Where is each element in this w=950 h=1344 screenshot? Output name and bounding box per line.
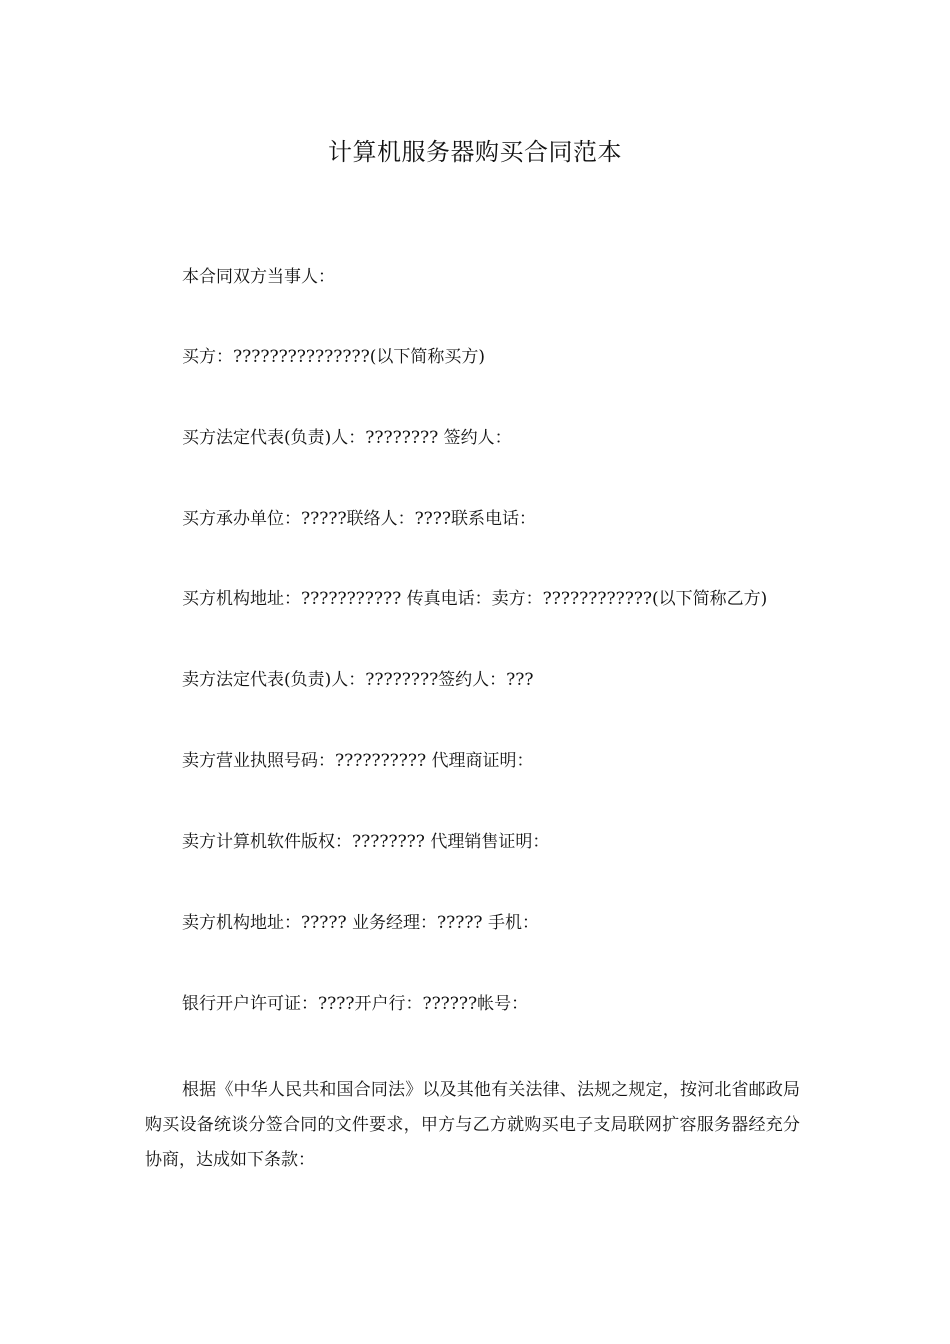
seller-address-line: 卖方机构地址：????? 业务经理：????? 手机： bbox=[182, 913, 539, 933]
buyer-unit-line: 买方承办单位：?????联络人：????联系电话： bbox=[182, 509, 537, 529]
document-title: 计算机服务器购买合同范本 bbox=[328, 138, 622, 166]
parties-heading: 本合同双方当事人： bbox=[182, 267, 335, 287]
seller-copyright-line: 卖方计算机软件版权：???????? 代理销售证明： bbox=[182, 832, 550, 852]
buyer-line: 买方：???????????????(以下简称买方) bbox=[182, 347, 485, 367]
seller-representative-line: 卖方法定代表(负责)人：????????签约人：??? bbox=[182, 670, 534, 690]
buyer-address-seller-line: 买方机构地址：??????????? 传真电话：卖方：????????????(以下简称乙方) bbox=[182, 589, 768, 609]
buyer-representative-line: 买方法定代表(负责)人：???????? 签约人： bbox=[182, 428, 512, 448]
bank-info-line: 银行开户许可证：????开户行：??????帐号： bbox=[182, 994, 529, 1014]
legal-basis-paragraph: 根据《中华人民共和国合同法》以及其他有关法律、法规之规定，按河北省邮政局购买设备统谈分签合同的文件要求，甲方与乙方就购买电子支局联网扩容服务器经充分协商，达成如下条款： bbox=[145, 1080, 800, 1170]
seller-license-line: 卖方营业执照号码：?????????? 代理商证明： bbox=[182, 751, 534, 771]
